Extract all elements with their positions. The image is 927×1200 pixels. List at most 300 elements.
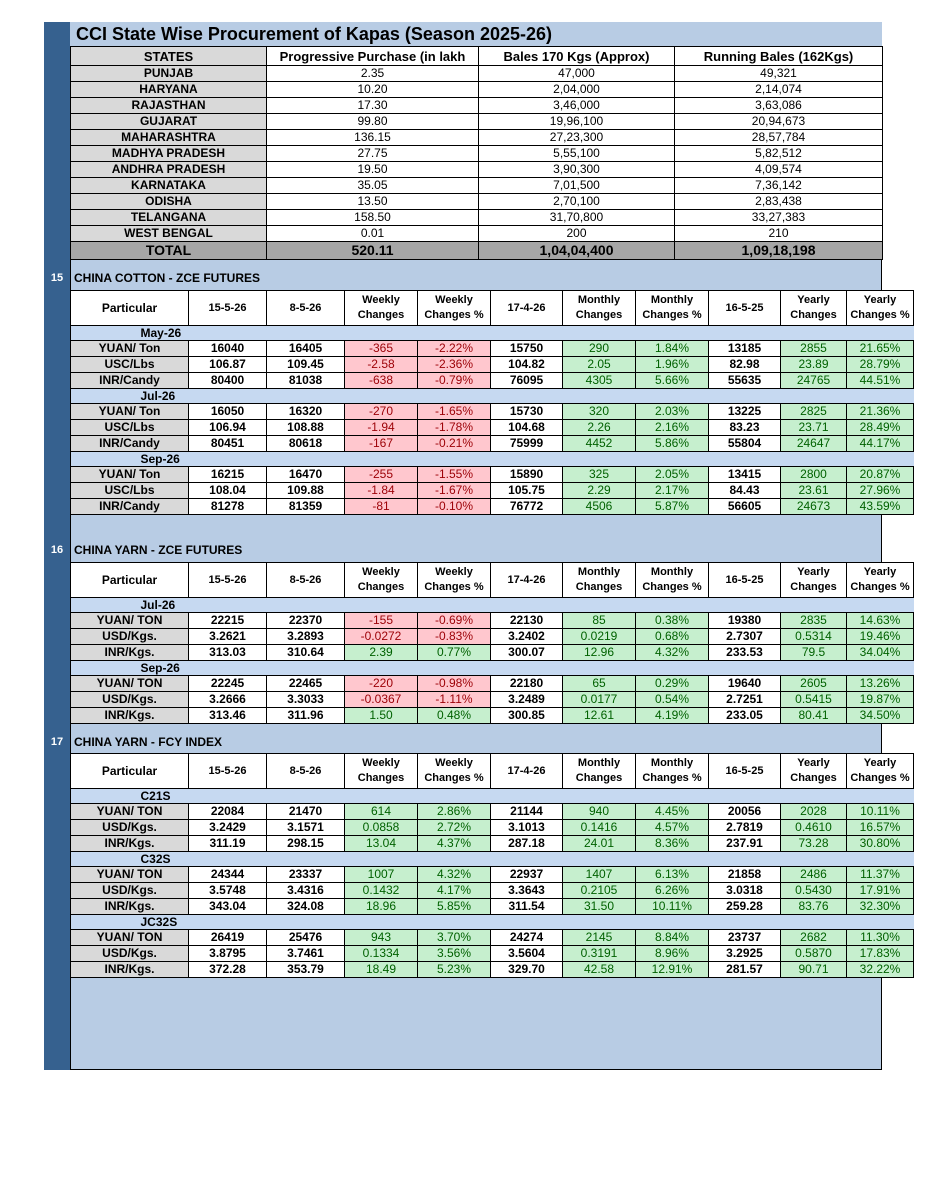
table-cell: 22180 — [491, 676, 563, 692]
column-header: Particular — [71, 291, 189, 326]
table-cell: 311.96 — [267, 708, 345, 724]
table-row — [71, 820, 914, 836]
table-cell: 16470 — [267, 467, 345, 483]
table-cell: 108.88 — [267, 420, 345, 436]
column-header: Monthly Changes — [563, 291, 636, 326]
table-cell: 3,63,086 — [675, 98, 883, 114]
state-name: ANDHRA PRADESH — [71, 162, 267, 178]
table-cell: 16215 — [189, 467, 267, 483]
table-cell: 22245 — [189, 676, 267, 692]
table-cell: 16320 — [267, 404, 345, 420]
table-cell: -0.21% — [418, 436, 491, 452]
table-cell: 237.91 — [709, 836, 781, 852]
table-cell: 18.96 — [345, 899, 418, 915]
table-cell: 3.2429 — [189, 820, 267, 836]
table-cell: 20056 — [709, 804, 781, 820]
table-cell: 17.30 — [267, 98, 479, 114]
table-cell: 3.70% — [418, 930, 491, 946]
table-cell: 2.7307 — [709, 629, 781, 645]
table-cell: 3.2489 — [491, 692, 563, 708]
table-cell: 23.71 — [781, 420, 847, 436]
table-cell: 1407 — [563, 867, 636, 883]
group-label: Sep-26 — [71, 661, 914, 676]
group-header-row — [71, 789, 914, 804]
table-cell: 2.05% — [636, 467, 709, 483]
table-cell: 13.50 — [267, 194, 479, 210]
table-cell: 80451 — [189, 436, 267, 452]
table-row — [71, 146, 883, 162]
table-cell: 3.56% — [418, 946, 491, 962]
table-cell: -1.67% — [418, 483, 491, 499]
state-name: MADHYA PRADESH — [71, 146, 267, 162]
table-cell: 2.86% — [418, 804, 491, 820]
table-cell: 8.84% — [636, 930, 709, 946]
table-cell: 104.82 — [491, 357, 563, 373]
table-cell: 22084 — [189, 804, 267, 820]
column-header: Weekly Changes — [345, 291, 418, 326]
table-cell: -81 — [345, 499, 418, 515]
table-row — [71, 194, 883, 210]
table-cell: 76095 — [491, 373, 563, 389]
table-cell: 3.4316 — [267, 883, 345, 899]
table-row — [71, 867, 914, 883]
table-cell: 11.37% — [847, 867, 914, 883]
table-cell: 25476 — [267, 930, 345, 946]
table-cell: 0.3191 — [563, 946, 636, 962]
table-cell: -0.79% — [418, 373, 491, 389]
table-cell: 30.80% — [847, 836, 914, 852]
table-cell: 8.36% — [636, 836, 709, 852]
table-cell: 0.1334 — [345, 946, 418, 962]
row-label: INR/Kgs. — [71, 899, 189, 915]
table-cell: 19640 — [709, 676, 781, 692]
row-label: INR/Kgs. — [71, 708, 189, 724]
table-cell: 21.36% — [847, 404, 914, 420]
table-cell: 2.03% — [636, 404, 709, 420]
table-row — [71, 483, 914, 499]
china-yarn-zce-table — [70, 562, 914, 724]
row-label: USD/Kgs. — [71, 820, 189, 836]
table-cell: 10.20 — [267, 82, 479, 98]
cci-title: CCI State Wise Procurement of Kapas (Season 2025-26) — [70, 22, 882, 46]
group-header-row — [71, 326, 914, 341]
group-header-row — [71, 598, 914, 613]
table-cell: 3.1013 — [491, 820, 563, 836]
table-cell: 13.26% — [847, 676, 914, 692]
table-cell: 12.91% — [636, 962, 709, 978]
table-cell: 75999 — [491, 436, 563, 452]
table-cell: 4.57% — [636, 820, 709, 836]
section-number-17: 17 — [50, 736, 64, 748]
row-label: USD/Kgs. — [71, 692, 189, 708]
total-row — [71, 242, 883, 260]
column-header-row — [71, 754, 914, 789]
table-cell: 24344 — [189, 867, 267, 883]
table-cell: 105.75 — [491, 483, 563, 499]
table-cell: 23.89 — [781, 357, 847, 373]
table-cell: 2,83,438 — [675, 194, 883, 210]
table-cell: 4506 — [563, 499, 636, 515]
table-cell: 2.29 — [563, 483, 636, 499]
column-header: 8-5-26 — [267, 563, 345, 598]
table-cell: -1.78% — [418, 420, 491, 436]
table-row — [71, 420, 914, 436]
group-header-row — [71, 915, 914, 930]
section-title-china-yarn-fcy: CHINA YARN - FCY INDEX — [74, 735, 223, 749]
column-header: Particular — [71, 754, 189, 789]
table-cell: 28.49% — [847, 420, 914, 436]
table-cell: -1.11% — [418, 692, 491, 708]
table-cell: 233.05 — [709, 708, 781, 724]
group-label: May-26 — [71, 326, 914, 341]
table-cell: 4.32% — [418, 867, 491, 883]
table-cell: 0.1432 — [345, 883, 418, 899]
state-name: HARYANA — [71, 82, 267, 98]
row-label: INR/Candy — [71, 373, 189, 389]
table-cell: 16.57% — [847, 820, 914, 836]
row-label: YUAN/ TON — [71, 930, 189, 946]
row-label: USC/Lbs — [71, 357, 189, 373]
column-header: STATES — [71, 47, 267, 66]
state-name: ODISHA — [71, 194, 267, 210]
table-row — [71, 930, 914, 946]
table-cell: 13225 — [709, 404, 781, 420]
section-title-china-cotton: CHINA COTTON - ZCE FUTURES — [74, 271, 260, 285]
table-cell: 35.05 — [267, 178, 479, 194]
table-cell: 298.15 — [267, 836, 345, 852]
table-cell: 2.17% — [636, 483, 709, 499]
table-cell: -1.94 — [345, 420, 418, 436]
table-cell: 200 — [479, 226, 675, 242]
table-row — [71, 676, 914, 692]
total-cell: 1,04,04,400 — [479, 242, 675, 260]
table-cell: 1.84% — [636, 341, 709, 357]
table-cell: 83.76 — [781, 899, 847, 915]
table-cell: -155 — [345, 613, 418, 629]
table-row — [71, 162, 883, 178]
table-cell: 24.01 — [563, 836, 636, 852]
row-label: INR/Candy — [71, 436, 189, 452]
table-cell: 0.4610 — [781, 820, 847, 836]
table-cell: 2486 — [781, 867, 847, 883]
table-cell: 56605 — [709, 499, 781, 515]
table-row — [71, 210, 883, 226]
table-cell: 2.7819 — [709, 820, 781, 836]
table-cell: 34.04% — [847, 645, 914, 661]
table-cell: 0.0858 — [345, 820, 418, 836]
table-cell: 0.77% — [418, 645, 491, 661]
state-name: PUNJAB — [71, 66, 267, 82]
row-label: YUAN/ TON — [71, 676, 189, 692]
table-row — [71, 804, 914, 820]
table-cell: 2605 — [781, 676, 847, 692]
row-label: USC/Lbs — [71, 483, 189, 499]
table-cell: 22215 — [189, 613, 267, 629]
column-header: Bales 170 Kgs (Approx) — [479, 47, 675, 66]
table-cell: 0.1416 — [563, 820, 636, 836]
cci-procurement-table — [70, 46, 883, 260]
table-cell: -638 — [345, 373, 418, 389]
table-cell: 5,55,100 — [479, 146, 675, 162]
row-label: USD/Kgs. — [71, 946, 189, 962]
column-header-row — [71, 291, 914, 326]
group-header-row — [71, 452, 914, 467]
table-row — [71, 467, 914, 483]
row-label: YUAN/ TON — [71, 613, 189, 629]
table-cell: 3.2666 — [189, 692, 267, 708]
row-label: USD/Kgs. — [71, 629, 189, 645]
table-cell: 13185 — [709, 341, 781, 357]
cci-header-row — [71, 47, 883, 66]
table-cell: 82.98 — [709, 357, 781, 373]
column-header: Monthly Changes % — [636, 563, 709, 598]
row-label: INR/Kgs. — [71, 836, 189, 852]
china-yarn-fcy-table — [70, 753, 914, 978]
total-cell: 1,09,18,198 — [675, 242, 883, 260]
table-cell: 32.22% — [847, 962, 914, 978]
column-header: 15-5-26 — [189, 754, 267, 789]
table-cell: 3.3033 — [267, 692, 345, 708]
table-cell: 32.30% — [847, 899, 914, 915]
table-cell: 19380 — [709, 613, 781, 629]
section-17-table-wrap — [70, 753, 910, 978]
column-header: Yearly Changes — [781, 754, 847, 789]
table-cell: 2145 — [563, 930, 636, 946]
table-row — [71, 178, 883, 194]
table-cell: 3,90,300 — [479, 162, 675, 178]
table-cell: 329.70 — [491, 962, 563, 978]
table-row — [71, 962, 914, 978]
table-cell: 24765 — [781, 373, 847, 389]
column-header: Particular — [71, 563, 189, 598]
table-cell: 2825 — [781, 404, 847, 420]
table-cell: 34.50% — [847, 708, 914, 724]
table-cell: 0.48% — [418, 708, 491, 724]
table-cell: 0.54% — [636, 692, 709, 708]
table-cell: 943 — [345, 930, 418, 946]
table-cell: 23.61 — [781, 483, 847, 499]
table-cell: -0.69% — [418, 613, 491, 629]
table-cell: 325 — [563, 467, 636, 483]
table-cell: -220 — [345, 676, 418, 692]
table-cell: 24647 — [781, 436, 847, 452]
table-row — [71, 836, 914, 852]
table-row — [71, 114, 883, 130]
table-cell: 14.63% — [847, 613, 914, 629]
table-cell: 21858 — [709, 867, 781, 883]
table-cell: -1.84 — [345, 483, 418, 499]
table-cell: 109.88 — [267, 483, 345, 499]
table-cell: 281.57 — [709, 962, 781, 978]
table-cell: 16040 — [189, 341, 267, 357]
table-cell: 4.45% — [636, 804, 709, 820]
table-cell: 8.96% — [636, 946, 709, 962]
table-cell: 79.5 — [781, 645, 847, 661]
group-label: C21S — [71, 789, 914, 804]
state-name: KARNATAKA — [71, 178, 267, 194]
table-cell: 22465 — [267, 676, 345, 692]
table-row — [71, 692, 914, 708]
table-row — [71, 130, 883, 146]
table-cell: 12.96 — [563, 645, 636, 661]
table-cell: 233.53 — [709, 645, 781, 661]
table-cell: 4305 — [563, 373, 636, 389]
column-header: Weekly Changes — [345, 754, 418, 789]
table-cell: 21470 — [267, 804, 345, 820]
row-label: INR/Kgs. — [71, 962, 189, 978]
state-name: GUJARAT — [71, 114, 267, 130]
total-label: TOTAL — [71, 242, 267, 260]
group-label: C32S — [71, 852, 914, 867]
table-cell: 12.61 — [563, 708, 636, 724]
table-cell: 2.35 — [267, 66, 479, 82]
table-cell: 614 — [345, 804, 418, 820]
table-cell: 310.64 — [267, 645, 345, 661]
table-cell: 15890 — [491, 467, 563, 483]
table-cell: 353.79 — [267, 962, 345, 978]
total-cell: 520.11 — [267, 242, 479, 260]
table-cell: -0.0272 — [345, 629, 418, 645]
group-header-row — [71, 661, 914, 676]
table-cell: 19.87% — [847, 692, 914, 708]
table-cell: 81359 — [267, 499, 345, 515]
table-cell: 106.94 — [189, 420, 267, 436]
group-header-row — [71, 852, 914, 867]
table-row — [71, 436, 914, 452]
section-number-15: 15 — [50, 272, 64, 284]
column-header: 17-4-26 — [491, 291, 563, 326]
table-cell: 2.72% — [418, 820, 491, 836]
table-cell: 27.96% — [847, 483, 914, 499]
table-row — [71, 708, 914, 724]
table-cell: 24673 — [781, 499, 847, 515]
table-cell: 104.68 — [491, 420, 563, 436]
group-label: Jul-26 — [71, 598, 914, 613]
table-cell: 4452 — [563, 436, 636, 452]
table-cell: 19.50 — [267, 162, 479, 178]
table-cell: 0.0219 — [563, 629, 636, 645]
table-cell: 300.85 — [491, 708, 563, 724]
row-label: YUAN/ TON — [71, 867, 189, 883]
table-cell: 7,01,500 — [479, 178, 675, 194]
table-row — [71, 883, 914, 899]
row-label: INR/Kgs. — [71, 645, 189, 661]
column-header: Yearly Changes % — [847, 563, 914, 598]
table-cell: 19.46% — [847, 629, 914, 645]
table-cell: 23737 — [709, 930, 781, 946]
table-cell: 5.87% — [636, 499, 709, 515]
section-15-table-wrap — [70, 290, 910, 515]
row-label: USC/Lbs — [71, 420, 189, 436]
table-cell: 13415 — [709, 467, 781, 483]
column-header: 16-5-25 — [709, 563, 781, 598]
table-cell: 311.19 — [189, 836, 267, 852]
table-cell: 2.7251 — [709, 692, 781, 708]
table-cell: 55635 — [709, 373, 781, 389]
column-header: Yearly Changes % — [847, 291, 914, 326]
table-cell: 24274 — [491, 930, 563, 946]
column-header: 15-5-26 — [189, 563, 267, 598]
table-cell: -2.36% — [418, 357, 491, 373]
table-cell: 5.23% — [418, 962, 491, 978]
table-row — [71, 499, 914, 515]
table-cell: 313.46 — [189, 708, 267, 724]
table-row — [71, 82, 883, 98]
column-header: 15-5-26 — [189, 291, 267, 326]
table-cell: 28.79% — [847, 357, 914, 373]
table-row — [71, 226, 883, 242]
table-cell: 26419 — [189, 930, 267, 946]
table-cell: 81038 — [267, 373, 345, 389]
state-name: MAHARASHTRA — [71, 130, 267, 146]
table-row — [71, 613, 914, 629]
table-cell: 320 — [563, 404, 636, 420]
table-cell: 3.2893 — [267, 629, 345, 645]
table-cell: 3,46,000 — [479, 98, 675, 114]
column-header: Monthly Changes % — [636, 754, 709, 789]
table-cell: 109.45 — [267, 357, 345, 373]
table-cell: 80618 — [267, 436, 345, 452]
table-cell: 3.5604 — [491, 946, 563, 962]
china-cotton-zce-table — [70, 290, 914, 515]
table-cell: 2.16% — [636, 420, 709, 436]
column-header: Monthly Changes % — [636, 291, 709, 326]
table-cell: 22130 — [491, 613, 563, 629]
table-cell: 21144 — [491, 804, 563, 820]
table-cell: 16405 — [267, 341, 345, 357]
table-cell: 4.32% — [636, 645, 709, 661]
table-cell: 343.04 — [189, 899, 267, 915]
table-cell: 0.0177 — [563, 692, 636, 708]
group-label: JC32S — [71, 915, 914, 930]
table-cell: 5.66% — [636, 373, 709, 389]
row-label: INR/Candy — [71, 499, 189, 515]
row-label: YUAN/ TON — [71, 804, 189, 820]
table-cell: 300.07 — [491, 645, 563, 661]
table-cell: 0.01 — [267, 226, 479, 242]
table-row — [71, 899, 914, 915]
table-cell: 90.71 — [781, 962, 847, 978]
table-cell: 3.2402 — [491, 629, 563, 645]
table-cell: 55804 — [709, 436, 781, 452]
table-row — [71, 629, 914, 645]
table-cell: 4.37% — [418, 836, 491, 852]
table-cell: -0.83% — [418, 629, 491, 645]
row-label: USD/Kgs. — [71, 883, 189, 899]
section-16-table-wrap — [70, 562, 910, 724]
table-cell: -0.10% — [418, 499, 491, 515]
table-cell: 21.65% — [847, 341, 914, 357]
table-cell: 49,321 — [675, 66, 883, 82]
table-cell: -2.58 — [345, 357, 418, 373]
table-cell: 3.1571 — [267, 820, 345, 836]
table-cell: 1.50 — [345, 708, 418, 724]
table-cell: 210 — [675, 226, 883, 242]
table-cell: 313.03 — [189, 645, 267, 661]
table-cell: 2.26 — [563, 420, 636, 436]
table-cell: 940 — [563, 804, 636, 820]
table-cell: 11.30% — [847, 930, 914, 946]
table-cell: -270 — [345, 404, 418, 420]
table-cell: 33,27,383 — [675, 210, 883, 226]
table-cell: 81278 — [189, 499, 267, 515]
table-cell: 4,09,574 — [675, 162, 883, 178]
table-cell: 7,36,142 — [675, 178, 883, 194]
table-cell: 0.38% — [636, 613, 709, 629]
table-cell: 311.54 — [491, 899, 563, 915]
table-cell: 15730 — [491, 404, 563, 420]
column-header: Running Bales (162Kgs) — [675, 47, 883, 66]
